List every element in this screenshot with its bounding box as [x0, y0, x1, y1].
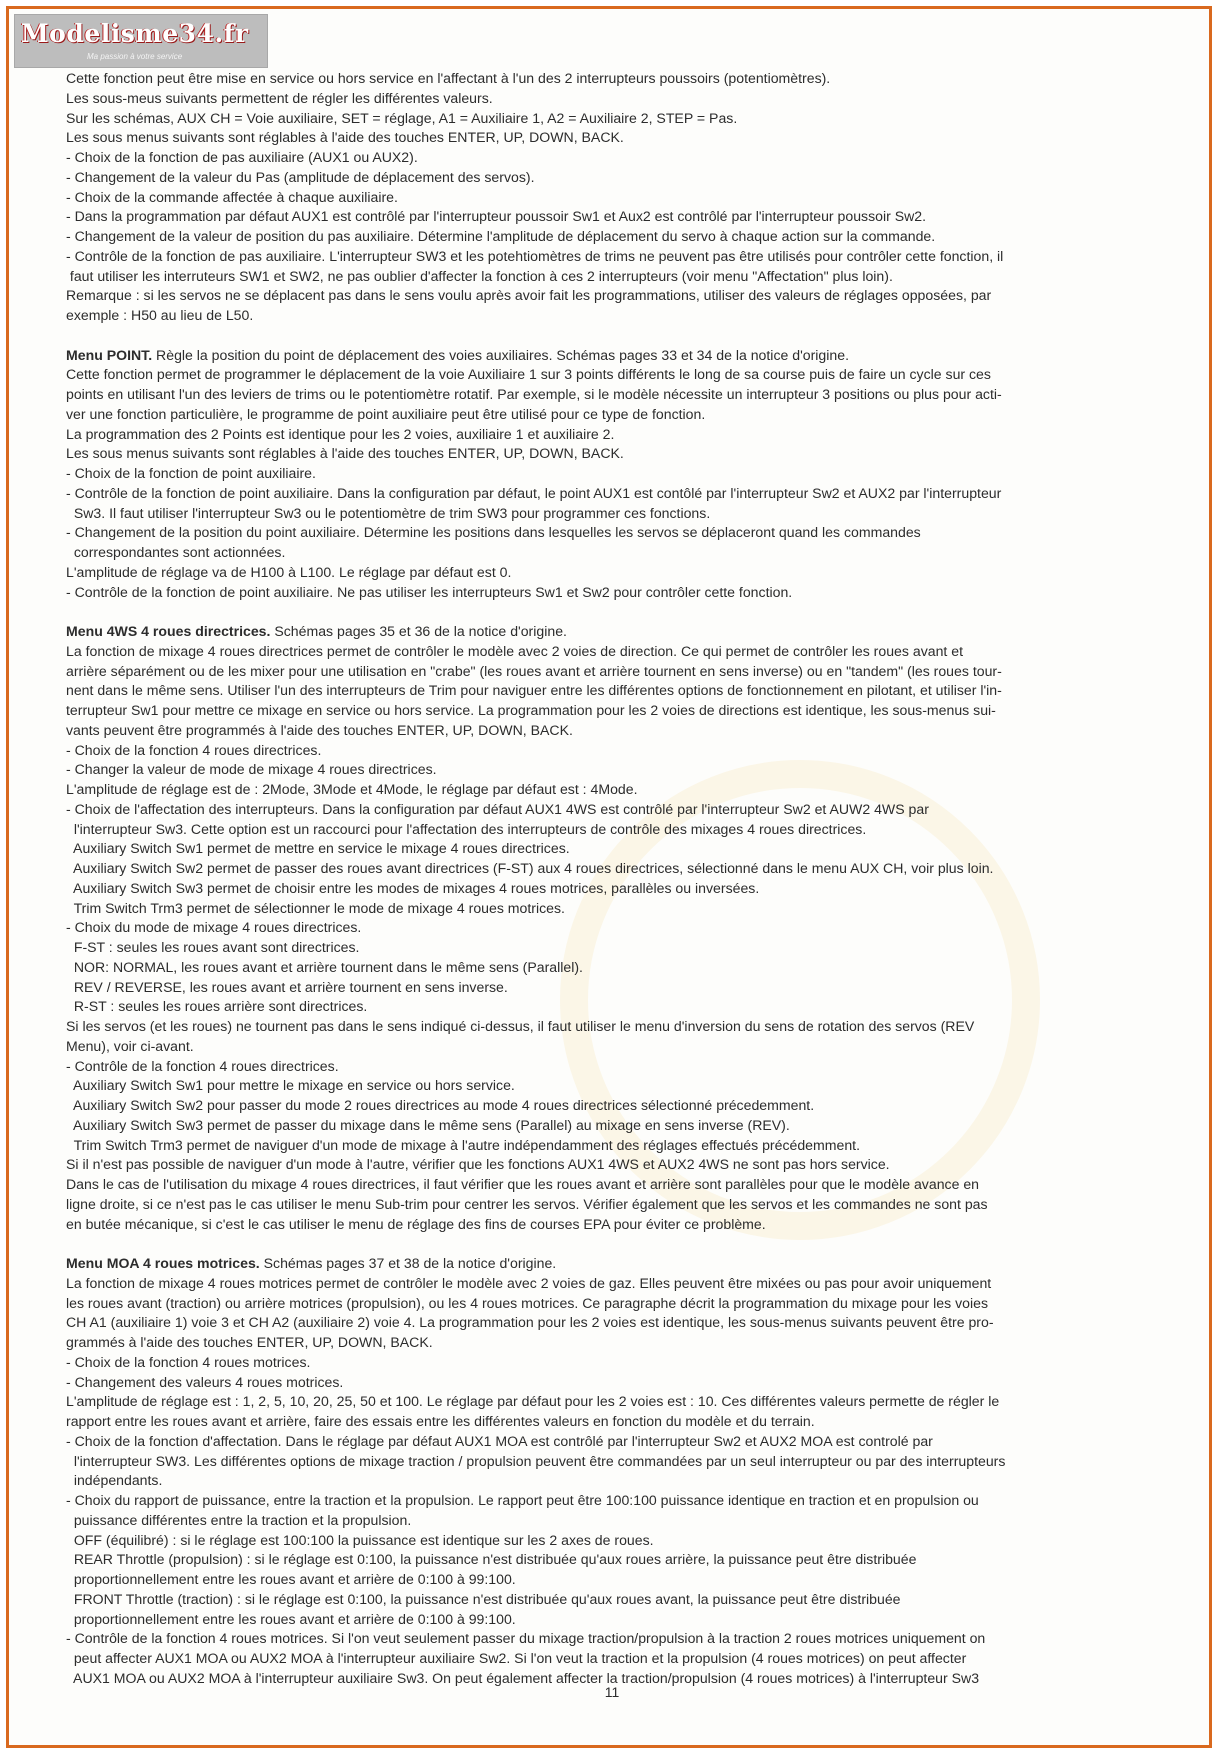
line-text: - Changement de la valeur de position du pas auxiliaire. Détermine l'amplitude de déplacement du servo à chaque action sur la commande. [66, 228, 936, 244]
text-line [66, 188, 1168, 208]
line-text: vants peuvent être programmés à l'aide des touches ENTER, UP, DOWN, BACK. [66, 721, 573, 738]
line-text: REAR Throttle (propulsion) : si le réglage est 0:100, la puissance n'est distribuée qu'aux roues arrière, la puissance peut être distribuée [66, 1551, 917, 1568]
line-text: Sw3. Il faut utiliser l'interrupteur Sw3 ou le potentiomètre de trim SW3 pour programmer ces fonctions. [66, 504, 711, 521]
line-text: Schémas pages 37 et 38 de la notice d'origine. [259, 1255, 557, 1271]
text-line [66, 1274, 1168, 1294]
paragraph-gap [66, 1234, 1168, 1254]
line-text: - Choix de la fonction d'affectation. Dans le réglage par défaut AUX1 MOA est contrôlé par l'interrupteur Sw2 et AUX2 MOA est controlé par [66, 1432, 933, 1449]
text-line [66, 385, 1168, 405]
line-text: - Choix de la commande affectée à chaque auxiliaire. [66, 188, 398, 205]
text-line [66, 425, 1168, 445]
text-line [66, 1254, 1168, 1274]
line-text: - Contrôle de la fonction de pas auxiliaire. L'interrupteur SW3 et les potehtiomètres de trims ne peuvent pas être utilisés pour contrôler cette fonction, il [66, 247, 1004, 264]
text-line [66, 504, 1168, 524]
line-text: - Contrôle de la fonction 4 roues motrices. Si l'on veut seulement passer du mixage traction/propulsion à la traction 2 roues motrices uniquement on [66, 1630, 986, 1647]
line-text: R-ST : seules les roues arrière sont directrices. [66, 998, 368, 1015]
text-line [66, 365, 1168, 385]
text-line [66, 109, 1168, 129]
text-line [66, 622, 1168, 642]
text-line [66, 1116, 1168, 1136]
line-text: grammés à l'aide des touches ENTER, UP, DOWN, BACK. [66, 1334, 433, 1350]
line-text: Règle la position du point de déplacement des voies auxiliaires. Schémas pages 33 et 34 de la notice d'origine. [152, 346, 849, 363]
line-text: Remarque : si les servos ne se déplacent pas dans le sens voulu après avoir fait les programmations, utiliser des valeurs de réglages opposées, par [66, 287, 992, 304]
text-line [66, 1017, 1168, 1037]
line-text: - Choix de la fonction de pas auxiliaire (AUX1 ou AUX2). [66, 149, 418, 165]
text-line [66, 820, 1168, 840]
text-line [66, 859, 1168, 879]
text-line [66, 1531, 1168, 1551]
line-text: Dans le cas de l'utilisation du mixage 4 roues directrices, il faut vérifier que les roues avant et arrière sont parallèles pour que le modèle avance en [66, 1176, 980, 1192]
line-text: exemple : H50 au lieu de L50. [66, 307, 254, 323]
text-line [66, 286, 1168, 306]
text-line [66, 879, 1168, 899]
text-line [66, 1136, 1168, 1156]
line-text: l'interrupteur Sw3. Cette option est un raccourci pour l'affectation des interrupteurs de contrôle des mixages 4 roues directrices. [66, 820, 867, 837]
text-line [66, 760, 1168, 780]
paragraph-gap [66, 602, 1168, 622]
line-text: OFF (équilibré) : si le réglage est 100:100 la puissance est identique sur les 2 axes de roues. [66, 1531, 654, 1548]
line-text: Auxiliary Switch Sw1 pour mettre le mixage en service ou hors service. [66, 1077, 515, 1094]
section-heading: Menu POINT. [66, 346, 153, 363]
line-text: nent dans le même sens. Utiliser l'un des interrupteurs de Trim pour naviguer entre les différentes options de fonctionnement en pilotant, et utiliser l'in- [66, 682, 1002, 699]
line-text: - Changement des valeurs 4 roues motrices. [66, 1373, 344, 1390]
text-line [66, 662, 1168, 682]
line-text: Schémas pages 35 et 36 de la notice d'origine. [270, 623, 567, 639]
line-text: L'amplitude de réglage est : 1, 2, 5, 10, 20, 25, 50 et 100. Le réglage par défaut pour les 2 voies est : 10. Ces différentes valeurs permette de régler le [66, 1393, 1000, 1410]
text-line [66, 405, 1168, 425]
text-line [66, 839, 1168, 859]
text-line [66, 1511, 1168, 1531]
text-line [66, 484, 1168, 504]
line-text: Cette fonction permet de programmer le déplacement de la voie Auxiliaire 1 sur 3 points différents le long de sa course puis de faire un cycle sur ces [66, 366, 991, 383]
text-line [66, 247, 1168, 267]
text-line [66, 1629, 1168, 1649]
line-text: La fonction de mixage 4 roues directrices permet de contrôler le modèle avec 2 voies de direction. Ce qui permet de contrôler les roues avant et [66, 642, 963, 659]
line-text: - Changement de la position du point auxiliaire. Détermine les positions dans lesquelles les servos se déplaceront quand les commandes [66, 524, 921, 541]
text-line [66, 978, 1168, 998]
line-text: - Choix de la fonction 4 roues directrices. [66, 741, 322, 758]
line-text: Les sous menus suivants sont réglables à l'aide des touches ENTER, UP, DOWN, BACK. [66, 445, 624, 462]
line-text: rapport entre les roues avant et arrière, faire des essais entre les différentes valeurs en fonction du modèle et du terrain. [66, 1413, 815, 1429]
text-line [66, 1313, 1168, 1333]
line-text: les roues avant (traction) ou arrière motrices (propulsion), ou les 4 roues motrices. Ce paragraphe décrit la programmation du mixage pour les voies [66, 1294, 988, 1311]
text-line [66, 1155, 1168, 1175]
text-line [66, 1550, 1168, 1570]
text-line [66, 168, 1168, 188]
text-line [66, 1373, 1168, 1393]
line-text: proportionnellement entre les roues avant et arrière de 0:100 à 99:100. [66, 1571, 516, 1587]
text-line [66, 583, 1168, 603]
text-line [66, 1649, 1168, 1669]
text-line [66, 899, 1168, 919]
line-text: L'amplitude de réglage est de : 2Mode, 3Mode et 4Mode, le réglage par défaut est : 4Mode. [66, 781, 638, 797]
text-line [66, 207, 1168, 227]
line-text: - Choix du rapport de puissance, entre la traction et la propulsion. Le rapport peut être 100:100 puissance identique en traction et en propulsion ou [66, 1492, 979, 1508]
text-line [66, 780, 1168, 800]
line-text: La fonction de mixage 4 roues motrices permet de contrôler le modèle avec 2 voies de gaz. Elles peuvent être mixées ou pas pour avoir uniquement [66, 1274, 992, 1291]
line-text: L'amplitude de réglage va de H100 à L100. Le réglage par défaut est 0. [66, 563, 512, 580]
line-text: Auxiliary Switch Sw3 permet de choisir entre les modes de mixages 4 roues motrices, parallèles ou inversées. [66, 879, 760, 896]
line-text: Trim Switch Trm3 permet de naviguer d'un mode de mixage à l'autre indépendamment des réglages effectués précédemment. [66, 1136, 861, 1153]
line-text: Les sous menus suivants sont réglables à l'aide des touches ENTER, UP, DOWN, BACK. [66, 129, 624, 146]
text-line [66, 1412, 1168, 1432]
line-text: ver une fonction particulière, le programme de point auxiliaire peut être utilisé pour ce type de fonction. [66, 405, 706, 422]
line-text: Les sous-meus suivants permettent de régler les différentes valeurs. [66, 89, 493, 106]
text-line [66, 523, 1168, 543]
text-line [66, 148, 1168, 168]
text-line [66, 464, 1168, 484]
text-line [66, 346, 1168, 366]
line-text: AUX1 MOA ou AUX2 MOA à l'interrupteur auxiliaire Sw3. On peut également affecter la traction/propulsion (4 roues motrices) à l'interrupteur Sw3 [66, 1669, 980, 1686]
line-text: Auxiliary Switch Sw2 pour passer du mode 2 roues directrices au mode 4 roues directrices sélectionné précedemment. [66, 1097, 815, 1113]
line-text: Sur les schémas, AUX CH = Voie auxiliaire, SET = réglage, A1 = Auxiliaire 1, A2 = Auxiliaire 2, STEP = Pas. [66, 109, 738, 126]
line-text: Trim Switch Trm3 permet de sélectionner le mode de mixage 4 roues motrices. [66, 899, 565, 916]
line-text: Auxiliary Switch Sw2 permet de passer des roues avant directrices (F-ST) aux 4 roues directrices, sélectionné dans le menu AUX CH, voir plus loin. [66, 860, 994, 876]
line-text: Auxiliary Switch Sw3 permet de passer du mixage dans le même sens (Parallel) au mixage en sens inverse (REV). [66, 1116, 790, 1133]
line-text: ligne droite, si ce n'est pas le cas utiliser le menu Sub-trim pour centrer les servos. Vérifier également que les servos et les commandes ne sont pas [66, 1195, 988, 1212]
site-logo [14, 14, 268, 68]
text-line [66, 741, 1168, 761]
text-line [66, 1057, 1168, 1077]
text-line [66, 1432, 1168, 1452]
text-line [66, 128, 1168, 148]
line-text: FRONT Throttle (traction) : si le réglage est 0:100, la puissance n'est distribuée qu'aux roues avant, la puissance peut être distribuée [66, 1590, 901, 1607]
text-line [66, 69, 1168, 89]
line-text: correspondantes sont actionnées. [66, 544, 286, 560]
text-line [66, 267, 1168, 287]
line-text: terrupteur Sw1 pour mettre ce mixage en service ou hors service. La programmation pour les 2 voies de directions est identique, les sous-menus sui- [66, 702, 996, 718]
text-line [66, 1175, 1168, 1195]
line-text: puissance différentes entre la traction et la propulsion. [66, 1511, 412, 1528]
line-text: - Contrôle de la fonction 4 roues directrices. [66, 1057, 339, 1074]
line-text: en butée mécanique, si c'est le cas utiliser le menu de réglage des fins de courses EPA pour éviter ce problème. [66, 1215, 766, 1232]
text-line [66, 543, 1168, 563]
text-line [66, 918, 1168, 938]
text-line [66, 958, 1168, 978]
text-line [66, 800, 1168, 820]
page-number: 11 [604, 1684, 620, 1700]
line-text: points en utilisant l'un des leviers de trims ou le potentiomètre rotatif. Par exemple, si le modèle nécessite un interrupteur 3 positions ou plus pour acti- [66, 386, 1002, 402]
text-line [66, 1471, 1168, 1491]
text-line [66, 444, 1168, 464]
text-line [66, 1392, 1168, 1412]
text-line [66, 1590, 1168, 1610]
line-text: - Contrôle de la fonction de point auxiliaire. Ne pas utiliser les interrupteurs Sw1 et Sw2 pour contrôler cette fonction. [66, 583, 793, 600]
line-text: Si il n'est pas possible de naviguer d'un mode à l'autre, vérifier que les fonctions AUX1 4WS et AUX2 4WS ne sont pas hors service. [66, 1156, 890, 1173]
text-line [66, 681, 1168, 701]
text-line [66, 1570, 1168, 1590]
text-line [66, 642, 1168, 662]
line-text: faut utiliser les interruteurs SW1 et SW2, ne pas oublier d'affecter la fonction à ces 2 interrupteurs (voir menu "Affectation" plus loin). [66, 267, 893, 284]
text-line [66, 89, 1168, 109]
line-text: - Choix de la fonction 4 roues motrices. [66, 1353, 311, 1370]
line-text: La programmation des 2 Points est identique pour les 2 voies, auxiliaire 1 et auxiliaire 2. [66, 425, 615, 442]
logo-brand: Modelisme34.fr [21, 19, 249, 48]
line-text: - Changement de la valeur du Pas (amplitude de déplacement des servos). [66, 168, 535, 185]
text-line [66, 1333, 1168, 1353]
line-text: Auxiliary Switch Sw1 permet de mettre en service le mixage 4 roues directrices. [66, 840, 570, 857]
text-line [66, 997, 1168, 1017]
text-line [66, 1610, 1168, 1630]
text-line [66, 1195, 1168, 1215]
text-line [66, 306, 1168, 326]
line-text: Si les servos (et les roues) ne tournent pas dans le sens indiqué ci-dessus, il faut utiliser le menu d'inversion du sens de rotation des servos (REV [66, 1018, 975, 1034]
section-heading: Menu 4WS 4 roues directrices. [66, 623, 271, 639]
text-line [66, 227, 1168, 247]
text-line [66, 1491, 1168, 1511]
text-line [66, 1037, 1168, 1057]
line-text: NOR: NORMAL, les roues avant et arrière tournent dans le même sens (Parallel). [66, 958, 583, 975]
logo-tagline: Ma passion à votre service [87, 52, 183, 61]
line-text: Cette fonction peut être mise en service ou hors service en l'affectant à l'un des 2 interrupteurs poussoirs (potentiomètres). [66, 70, 831, 86]
line-text: REV / REVERSE, les roues avant et arrière tournent en sens inverse. [66, 978, 508, 995]
text-line [66, 1076, 1168, 1096]
paragraph-gap [66, 326, 1168, 346]
line-text: - Changer la valeur de mode de mixage 4 roues directrices. [66, 761, 437, 778]
line-text: proportionnellement entre les roues avant et arrière de 0:100 à 99:100. [66, 1610, 516, 1627]
line-text: CH A1 (auxiliaire 1) voie 3 et CH A2 (auxiliaire 2) voie 4. La programmation pour les 2 voies est identique, les sous-menus suivants peuvent être pro- [66, 1314, 994, 1331]
text-line [66, 563, 1168, 583]
text-line [66, 1452, 1168, 1472]
line-text: - Dans la programmation par défaut AUX1 est contrôlé par l'interrupteur poussoir Sw1 et Aux2 est contrôlé par l'interrupteur poussoir Sw2. [66, 208, 927, 225]
line-text: F-ST : seules les roues avant sont directrices. [66, 939, 360, 955]
line-text: l'interrupteur SW3. Les différentes options de mixage traction / propulsion peuvent être commandées par un seul interrupteur ou par des interrupteurs [66, 1452, 1006, 1469]
section-heading: Menu MOA 4 roues motrices. [66, 1255, 260, 1271]
document-body [66, 69, 1168, 1689]
text-line [66, 721, 1168, 741]
text-line [66, 1353, 1168, 1373]
text-line [66, 1096, 1168, 1116]
text-line [66, 1215, 1168, 1235]
line-text: Menu), voir ci-avant. [66, 1037, 194, 1054]
line-text: - Choix de l'affectation des interrupteurs. Dans la configuration par défaut AUX1 4WS est contrôlé par l'interrupteur Sw2 et AUW2 4WS par [66, 800, 929, 817]
text-line [66, 701, 1168, 721]
line-text: - Contrôle de la fonction de point auxiliaire. Dans la configuration par défaut, le point AUX1 est contôlé par l'interrupteur Sw2 et AUX2 par l'interrupteur [66, 484, 1002, 501]
text-line [66, 938, 1168, 958]
line-text: peut affecter AUX1 MOA ou AUX2 MOA à l'interrupteur auxiliaire Sw2. Si l'on veut la traction et la propulsion (4 roues motrices) on peut affecter [66, 1650, 967, 1666]
line-text: arrière séparément ou de les mixer pour une utilisation en "crabe" (les roues avant et arrière tournent en sens inverse) ou en "tandem" (les roues tour- [66, 662, 1002, 679]
line-text: indépendants. [66, 1472, 163, 1489]
line-text: - Choix du mode de mixage 4 roues directrices. [66, 919, 362, 936]
text-line [66, 1294, 1168, 1314]
line-text: - Choix de la fonction de point auxiliaire. [66, 465, 316, 481]
